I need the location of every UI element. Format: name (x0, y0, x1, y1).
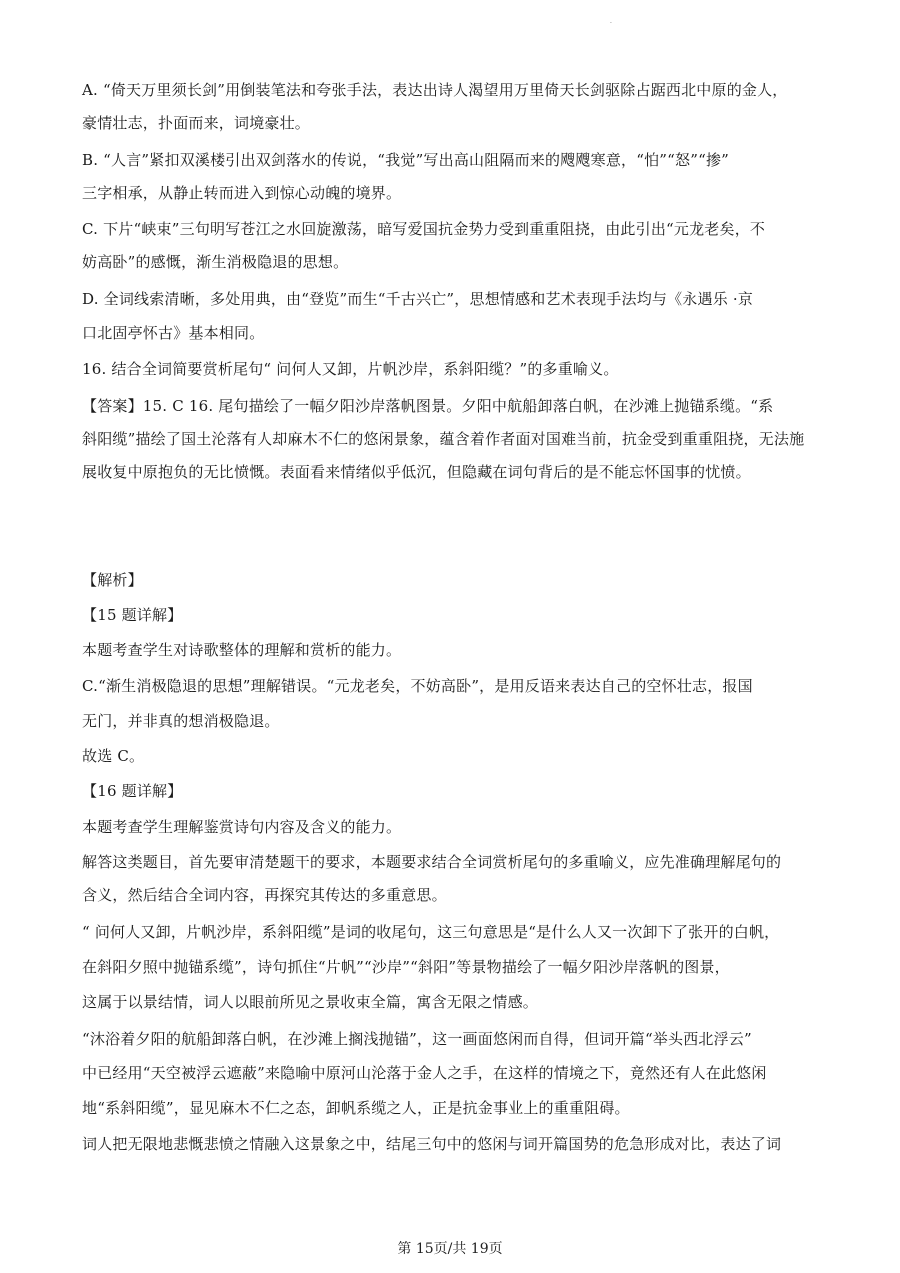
option-b-line-1: B. “人言”紧扣双溪楼引出双剑落水的传说，“我觉”写出高山阻隔而来的飕飕寒意，“怕”“怒”“掺” (82, 151, 730, 169)
q16-detail-line-3: 含义，然后结合全词内容，再探究其传达的多重意思。 (82, 886, 447, 904)
page-number-footer: 第 15页/共 19页 (397, 1241, 503, 1257)
answer-line-3: 展收复中原抱负的无比愤慨。表面看来情绪似乎低沉，但隐藏在词句背后的是不能忘怀国事的忧愤。 (82, 463, 751, 481)
top-mark: · (610, 20, 612, 27)
answer-line-2: 斜阳缆”描绘了国土沦落有人却麻木不仁的悠闲景象，蕴含着作者面对国难当前，抗金受到重重阻挠，无法施 (82, 430, 805, 448)
analysis-heading: 【解析】 (82, 571, 143, 589)
q16-detail-line-6: 这属于以景结情，词人以眼前所见之景收束全篇，寓含无限之情感。 (82, 993, 539, 1011)
answer-line-1: 【答案】15. C 16. 尾句描绘了一幅夕阳沙岸落帆图景。夕阳中航船卸落白帆，在沙滩上抛锚系缆。“系 (82, 397, 774, 415)
q16-detail-line-2: 解答这类题目，首先要审清楚题干的要求，本题要求结合全词赏析尾句的多重喻义，应先准确理解尾句的 (82, 853, 782, 871)
q15-detail-line-1: 本题考查学生对诗歌整体的理解和赏析的能力。 (82, 641, 402, 659)
option-c-line-2: 妨高卧”的感慨，渐生消极隐退的思想。 (82, 253, 349, 271)
option-d-line-2: 口北固亭怀古》基本相同。 (82, 324, 265, 342)
q16-detail-line-5: 在斜阳夕照中抛锚系缆”，诗句抓住“片帆”“沙岸”“斜阳”等景物描绘了一幅夕阳沙岸落帆的图景， (82, 958, 730, 976)
option-d-line-1: D. 全词线索清晰，多处用典，由“登览”而生“千古兴亡”，思想情感和艺术表现手法均与《永遇乐 ·京 (82, 290, 754, 308)
q15-detail-line-2: C.“渐生消极隐退的思想”理解错误。“元龙老矣，不妨高卧”，是用反语来表达自己的空怀壮志，报国 (82, 677, 753, 695)
q15-detail-heading: 【15 题详解】 (82, 606, 183, 624)
option-a-line-1: A. “倚天万里须长剑”用倒装笔法和夸张手法，表达出诗人渴望用万里倚天长剑驱除占踞西北中原的金人， (82, 81, 788, 99)
q16-detail-line-7: “沐浴着夕阳的航船卸落白帆，在沙滩上搁浅抛锚”，这一画面悠闲而自得，但词开篇“举头西北浮云” (82, 1030, 752, 1048)
q16-detail-line-8: 中已经用“天空被浮云遮蔽”来隐喻中原河山沦落于金人之手，在这样的情境之下，竟然还有人在此悠闲 (82, 1064, 767, 1082)
option-b-line-2: 三字相承，从静止转而进入到惊心动魄的境界。 (82, 184, 402, 202)
q16-detail-line-4: “ 问何人又卸，片帆沙岸，系斜阳缆”是词的收尾句，这三句意思是“是什么人又一次卸下了张开的白帆， (82, 923, 780, 941)
q15-detail-line-3: 无门，并非真的想消极隐退。 (82, 712, 280, 730)
question-16: 16. 结合全词简要赏析尾句“ 问何人又卸，片帆沙岸，系斜阳缆？”的多重喻义。 (82, 360, 619, 378)
q16-detail-line-10: 词人把无限地悲慨悲愤之情融入这景象之中，结尾三句中的悠闲与词开篇国势的危急形成对比，表达了词 (82, 1135, 782, 1153)
q15-detail-line-4: 故选 C。 (82, 747, 145, 765)
q16-detail-line-1: 本题考查学生理解鉴赏诗句内容及含义的能力。 (82, 818, 402, 836)
q16-detail-heading: 【16 题详解】 (82, 782, 183, 800)
q16-detail-line-9: 地“系斜阳缆”，显见麻木不仁之态，卸帆系缆之人，正是抗金事业上的重重阻碍。 (82, 1099, 630, 1117)
option-a-line-2: 豪情壮志，扑面而来，词境豪壮。 (82, 114, 311, 132)
option-c-line-1: C. 下片“峡束”三句明写苍江之水回旋激荡，暗写爱国抗金势力受到重重阻挠，由此引出“元龙老矣，不 (82, 220, 766, 238)
